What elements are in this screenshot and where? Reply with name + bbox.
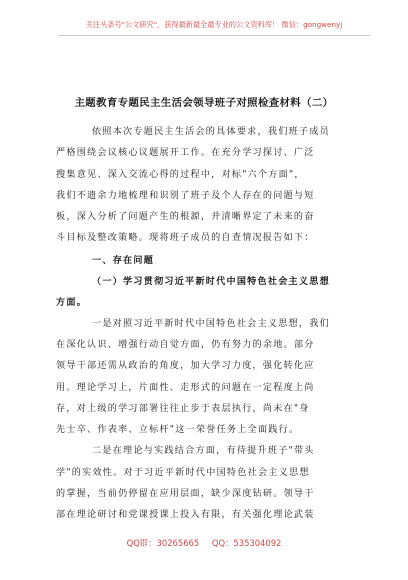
header-notice: 关注头条号"公文研究"，获得最新最全最专业的公文资料库！ 微信：gongwenyj xyxy=(58,20,370,36)
paragraph-line: 一是对照习近平新时代中国特色社会主义思想，我们 xyxy=(92,318,330,329)
paragraph-line: 严格围绕会议核心议题展开工作。在充分学习探讨、广泛 xyxy=(56,148,315,159)
paragraph-line: 用。理论学习上，片面性、走形式的问题在一定程度上尚 xyxy=(56,382,315,393)
paragraph-line: 我们不遗余力地梳理和识别了班子及个人存在的问题与短 xyxy=(56,190,315,201)
paragraph-line: 搜集意见、深入交流心得的过程中，对标"六个方面"， xyxy=(56,169,305,180)
paragraph-line: 先士卒、作表率、立标杆"这一荣誉任务上全面践行。 xyxy=(56,425,300,436)
footer-contact xyxy=(0,537,408,549)
section-heading: 一、存在问题 xyxy=(92,254,155,266)
footer-qq-group: QQ群：30265665 xyxy=(126,538,200,548)
paragraph-line: 斗目标及整改策略。现将班子成员的自查情况报告如下： xyxy=(56,233,315,244)
paragraph-line: 依照本次专题民主生活会的具体要求，我们班子成员 xyxy=(92,127,330,137)
paragraph-line: 部在理论研讨和党课授课上投入有限，有关强化理论武装 xyxy=(56,510,315,521)
paragraph-line: 板，深入分析了问题产生的根源，并清晰界定了未来的奋 xyxy=(56,212,315,223)
paragraph-line: 在深化认识、增强行动自觉方面，仍有努力的余地。部分 xyxy=(56,339,315,350)
subsection-heading: （一）学习贯彻习近平新时代中国特色社会主义思想 xyxy=(92,276,330,288)
paragraph-line: 二是在理论与实践结合方面，有待提升班子"带头 xyxy=(92,446,315,457)
footer-qq: QQ：535304092 xyxy=(211,538,282,548)
paragraph-line: 学"的实效性。对于习近平新时代中国特色社会主义思想 xyxy=(56,467,310,478)
paragraph-line: 领导干部还需从政治的角度，加大学习力度，强化转化应 xyxy=(56,361,315,372)
document-title: 主题教育专题民主生活会领导班子对照检查材料（二） xyxy=(74,97,334,109)
document-body xyxy=(56,122,356,527)
paragraph-line: 的掌握，当前仍停留在应用层面，缺少深度钻研。领导干 xyxy=(56,489,315,500)
paragraph-line: 存，对上级的学习部署往往止步于表层执行，尚未在"身 xyxy=(56,403,310,414)
subsection-heading-continued: 方面。 xyxy=(56,297,88,309)
